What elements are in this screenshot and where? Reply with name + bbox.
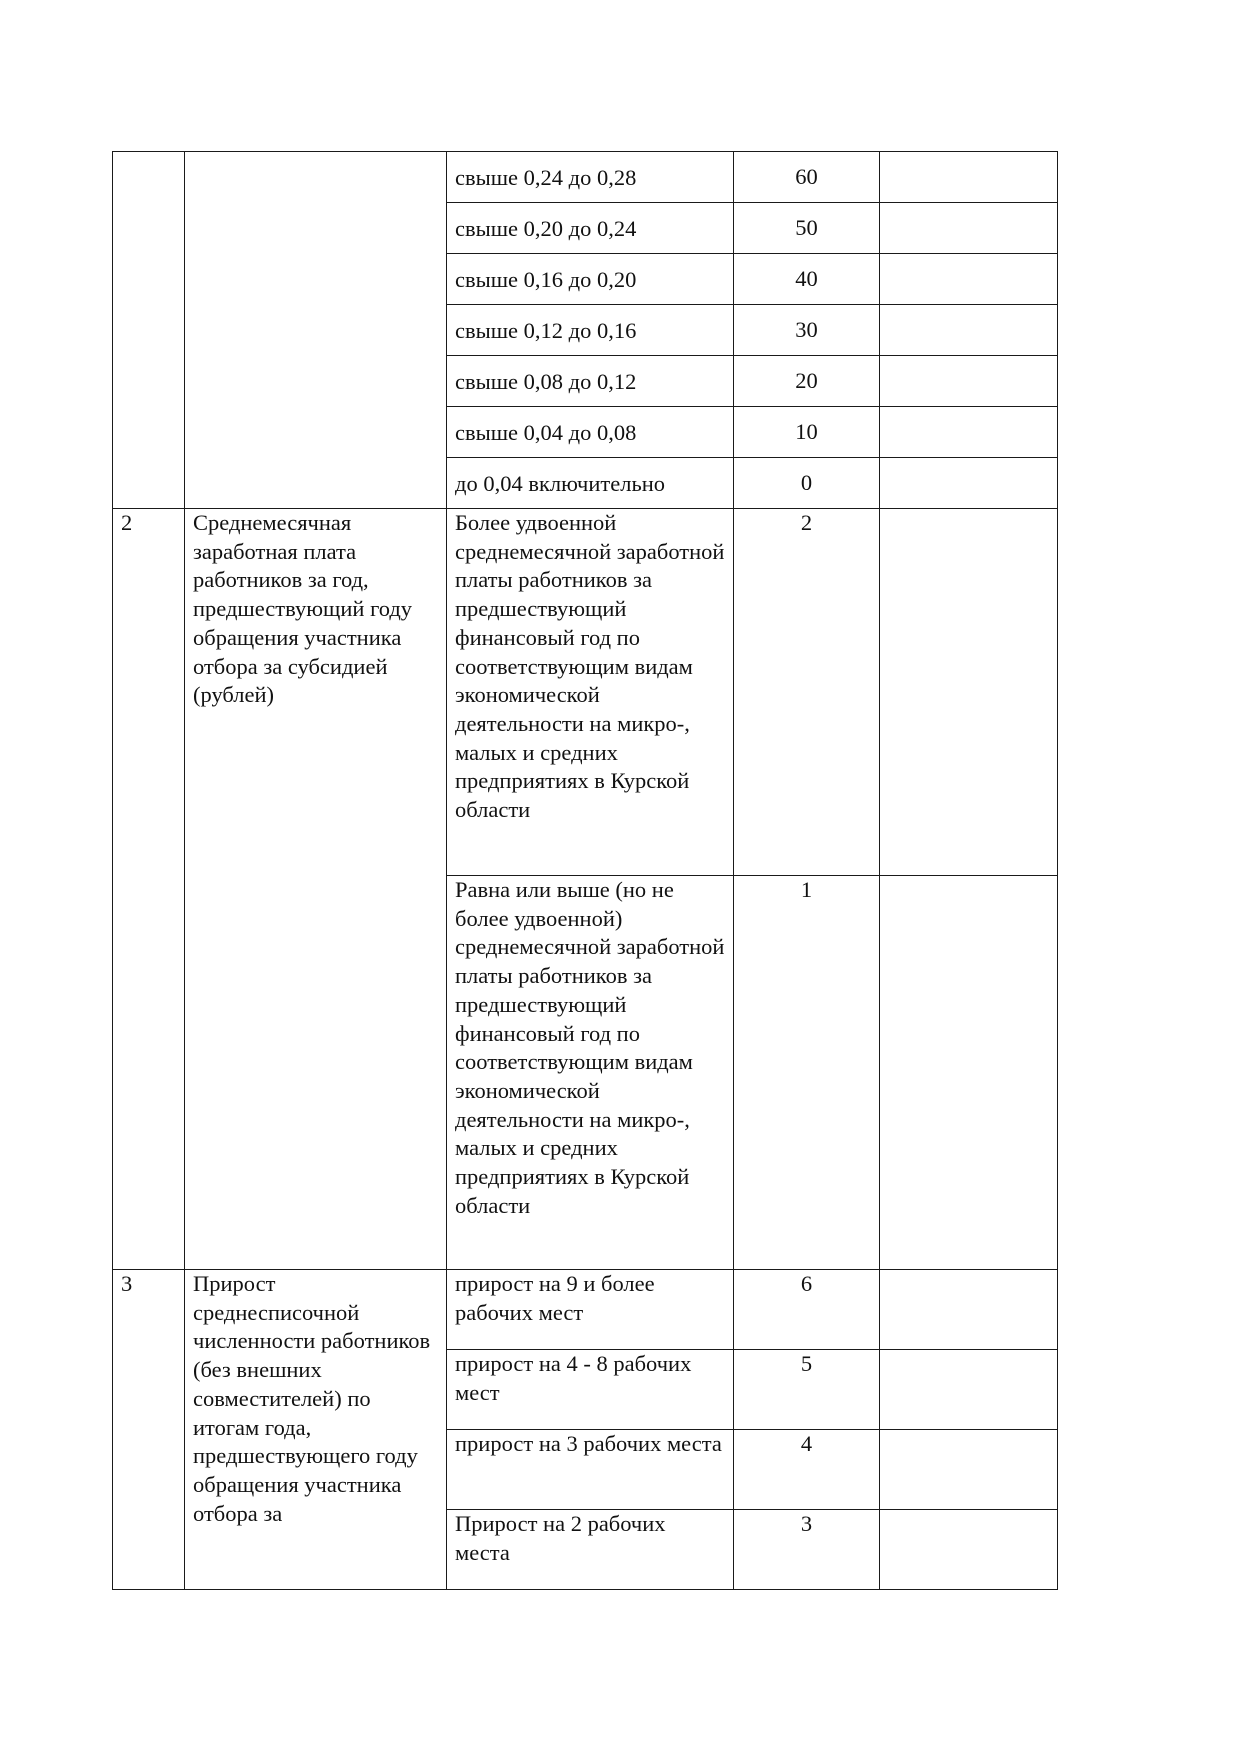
score-cell: 20 <box>734 356 880 407</box>
condition-cell: свыше 0,16 до 0,20 <box>447 254 734 305</box>
condition-cell: свыше 0,24 до 0,28 <box>447 152 734 203</box>
note-cell <box>880 152 1058 203</box>
condition-cell: свыше 0,20 до 0,24 <box>447 203 734 254</box>
condition-cell: свыше 0,08 до 0,12 <box>447 356 734 407</box>
condition-cell: Прирост на 2 рабочих места <box>447 1510 734 1590</box>
note-cell <box>880 1430 1058 1510</box>
note-cell <box>880 203 1058 254</box>
score-cell: 6 <box>734 1270 880 1350</box>
score-cell: 4 <box>734 1430 880 1510</box>
score-cell: 3 <box>734 1510 880 1590</box>
condition-cell: прирост на 9 и более рабочих мест <box>447 1270 734 1350</box>
criterion-name-cell <box>185 152 447 509</box>
note-cell <box>880 1270 1058 1350</box>
score-cell: 0 <box>734 458 880 509</box>
condition-cell: прирост на 4 - 8 рабочих мест <box>447 1350 734 1430</box>
score-cell: 50 <box>734 203 880 254</box>
score-cell: 60 <box>734 152 880 203</box>
condition-cell: прирост на 3 рабочих места <box>447 1430 734 1510</box>
criterion-name-cell: Прирост среднесписочной численности работников (без внешних совместителей) по итогам года, предшествующего году обращения участника отбора за <box>185 1270 447 1590</box>
score-cell: 40 <box>734 254 880 305</box>
criterion-number-cell: 3 <box>113 1270 185 1590</box>
condition-cell: Равна или выше (но не более удвоенной) среднемесячной заработной платы работников за предшествующий финансовый год по соответствующим видам экономической деятельности на микро-, малых и средних предприятиях в Курской области <box>447 876 734 1270</box>
note-cell <box>880 1510 1058 1590</box>
criterion-number-cell <box>113 152 185 509</box>
score-cell: 10 <box>734 407 880 458</box>
note-cell <box>880 407 1058 458</box>
table-row <box>113 152 1058 203</box>
note-cell <box>880 305 1058 356</box>
note-cell <box>880 254 1058 305</box>
condition-cell: свыше 0,12 до 0,16 <box>447 305 734 356</box>
note-cell <box>880 356 1058 407</box>
criterion-name-cell: Среднемесячная заработная плата работников за год, предшествующий году обращения участника отбора за субсидией (рублей) <box>185 509 447 1270</box>
condition-cell: до 0,04 включительно <box>447 458 734 509</box>
score-cell: 2 <box>734 509 880 876</box>
note-cell <box>880 458 1058 509</box>
scoring-criteria-table <box>112 151 1058 1590</box>
table-row <box>113 1270 1058 1350</box>
note-cell <box>880 1350 1058 1430</box>
note-cell <box>880 509 1058 876</box>
criterion-number-cell: 2 <box>113 509 185 1270</box>
score-cell: 5 <box>734 1350 880 1430</box>
score-cell: 1 <box>734 876 880 1270</box>
table-row <box>113 509 1058 876</box>
score-cell: 30 <box>734 305 880 356</box>
condition-cell: Более удвоенной среднемесячной заработной платы работников за предшествующий финансовый год по соответствующим видам экономической деятельности на микро-, малых и средних предприятиях в Курской области <box>447 509 734 876</box>
note-cell <box>880 876 1058 1270</box>
condition-cell: свыше 0,04 до 0,08 <box>447 407 734 458</box>
